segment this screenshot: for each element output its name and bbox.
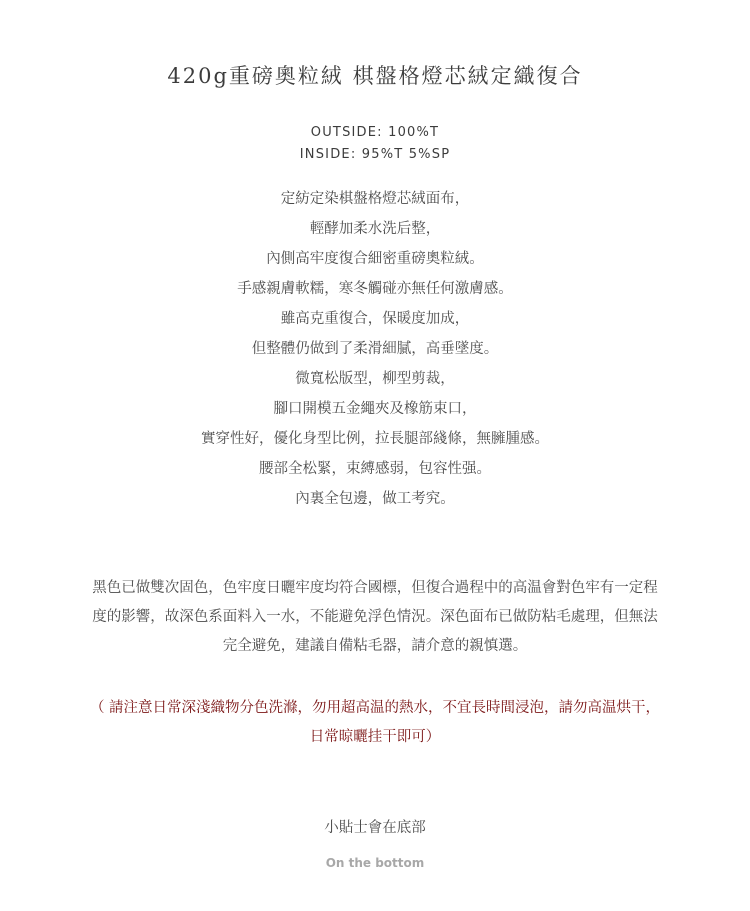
composition-outside: OUTSIDE: 100%T bbox=[310, 125, 440, 140]
fabric-composition bbox=[0, 122, 750, 166]
washing-instructions bbox=[50, 694, 700, 752]
tips-subheading: On the bottom bbox=[325, 856, 425, 870]
feature-line: 內裏全包邊，做工考究。 bbox=[295, 491, 455, 507]
wash-note-line: 日常晾曬挂干即可） bbox=[309, 729, 441, 745]
feature-line: 微寬松版型，柳型剪裁， bbox=[295, 371, 455, 387]
feature-line: 腳口開模五金繩夾及橡筋束口， bbox=[273, 401, 477, 417]
feature-line: 雖高克重復合，保暖度加成， bbox=[280, 311, 470, 327]
feature-line: 但整體仍做到了柔滑細膩，高垂墜度。 bbox=[251, 341, 499, 357]
feature-line: 實穿性好，優化身型比例，拉長腿部綫條，無臃腫感。 bbox=[201, 431, 549, 447]
feature-line: 定紡定染棋盤格燈芯絨面布， bbox=[280, 191, 470, 207]
color-care-note bbox=[50, 574, 700, 661]
feature-list bbox=[0, 184, 750, 514]
care-note-line: 黑色已做雙次固色，色牢度日曬牢度均符合國標，但復合過程中的高温會對色牢有一定程 bbox=[92, 580, 658, 596]
product-title: 420g重磅奧粒絨 棋盤格燈芯絨定織復合 bbox=[167, 64, 583, 88]
tips-heading: 小貼士會在底部 bbox=[324, 820, 426, 836]
feature-line: 手感親膚軟糯，寒冬觸碰亦無任何激膚感。 bbox=[237, 281, 513, 297]
composition-inside: INSIDE: 95%T 5%SP bbox=[299, 147, 451, 162]
care-note-line: 度的影響，故深色系面料入一水，不能避免浮色情況。深色面布已做防粘毛處理，但無法 bbox=[92, 609, 658, 625]
feature-line: 輕酵加柔水洗后整， bbox=[309, 221, 441, 237]
feature-line: 腰部全松緊，束縛感弱，包容性强。 bbox=[259, 461, 491, 477]
wash-note-line: （ 請注意日常深淺織物分色洗滌，勿用超高温的熱水，不宜長時間浸泡，請勿高温烘干， bbox=[89, 700, 661, 716]
feature-line: 內側高牢度復合細密重磅奧粒絨。 bbox=[266, 251, 484, 267]
care-note-line: 完全避免，建議自備粘毛器，請介意的親慎選。 bbox=[222, 638, 528, 654]
